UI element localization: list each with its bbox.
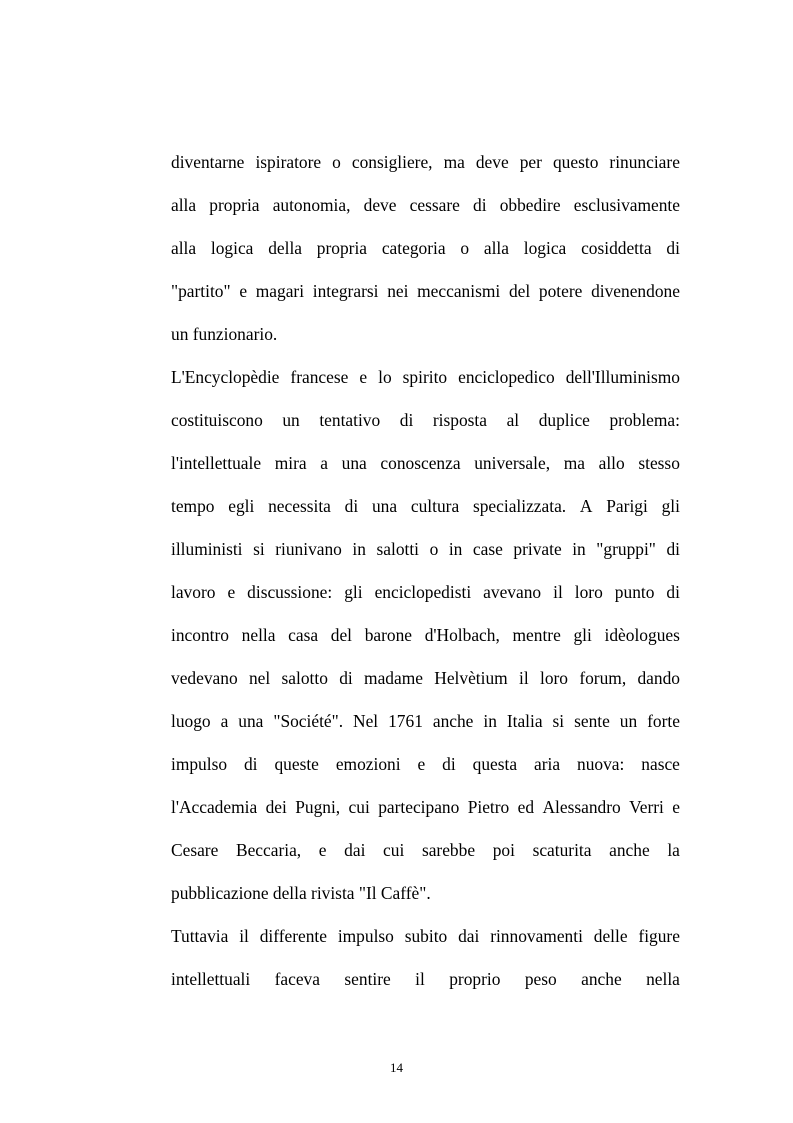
word: conoscenza <box>380 453 461 473</box>
word: anche <box>609 840 650 860</box>
word: delle <box>593 926 628 946</box>
word: lo <box>378 367 392 387</box>
word: L'Encyclopèdie <box>171 367 280 387</box>
word: spirito <box>402 367 448 387</box>
word: in <box>483 711 497 731</box>
word: poi <box>492 840 515 860</box>
word: illuministi <box>171 539 243 559</box>
word: lavoro <box>171 582 216 602</box>
text-line <box>171 915 680 958</box>
word: obbedire <box>499 195 561 215</box>
word: categoria <box>381 238 446 258</box>
word: il <box>519 668 529 688</box>
word: Beccaria, <box>235 840 302 860</box>
word: rinnovamenti <box>490 926 583 946</box>
word: "partito" <box>171 281 231 301</box>
word: stesso <box>638 453 680 473</box>
word: integrarsi <box>312 281 379 301</box>
word: e <box>239 281 248 301</box>
word: meccanismi <box>417 281 501 301</box>
word: partecipano <box>378 797 460 817</box>
word: sente <box>574 711 610 731</box>
text-line <box>171 356 680 399</box>
word: nasce <box>641 754 680 774</box>
word: allo <box>598 453 625 473</box>
text-line <box>171 141 680 184</box>
word: Pugni, <box>295 797 341 817</box>
text-line <box>171 700 680 743</box>
page-body <box>171 141 680 1001</box>
word: costituiscono <box>171 410 263 430</box>
word: il <box>553 582 563 602</box>
word: nei <box>387 281 409 301</box>
word: tentativo <box>319 410 381 430</box>
word: per <box>519 152 542 172</box>
word: differente <box>259 926 327 946</box>
word: avevano <box>483 582 542 602</box>
word: alla <box>171 195 197 215</box>
word: il <box>239 926 249 946</box>
word: anche <box>432 711 474 731</box>
word: alla <box>483 238 509 258</box>
page-number: 14 <box>390 1060 403 1075</box>
word: ispiratore <box>255 152 322 172</box>
word: dell'Illuminismo <box>565 367 680 387</box>
word: enciclopedisti <box>374 582 472 602</box>
text-line <box>171 184 680 227</box>
word: Nel <box>353 711 379 731</box>
word: dai <box>344 840 366 860</box>
word: Tuttavia <box>171 926 229 946</box>
word: e <box>417 754 426 774</box>
word: autonomia, <box>272 195 351 215</box>
paragraph-2 <box>171 356 680 915</box>
word: di <box>666 539 680 559</box>
word: potere <box>538 281 583 301</box>
word: in <box>572 539 586 559</box>
word: di <box>339 668 353 688</box>
word: dando <box>637 668 680 688</box>
word: nella <box>646 969 680 989</box>
word: universale, <box>474 453 551 473</box>
word: propria <box>209 195 260 215</box>
word: si <box>253 539 265 559</box>
word: gli <box>573 625 592 645</box>
text-line <box>171 829 680 872</box>
word: mira <box>274 453 307 473</box>
word: loro <box>539 668 568 688</box>
word: e <box>227 582 236 602</box>
word: di <box>344 496 359 516</box>
text-line <box>171 442 680 485</box>
word: loro <box>574 582 603 602</box>
word: logica <box>523 238 567 258</box>
word: a <box>320 453 328 473</box>
word: madame <box>364 668 423 688</box>
word: di <box>399 410 414 430</box>
word: francese <box>290 367 349 387</box>
word: proprio <box>449 969 501 989</box>
word: A <box>579 496 593 516</box>
word: si <box>552 711 565 731</box>
word: forte <box>647 711 680 731</box>
word: specializzata. <box>472 496 567 516</box>
word: d'Holbach, <box>424 625 500 645</box>
word: problema: <box>609 410 680 430</box>
word: dai <box>458 926 480 946</box>
word: e <box>318 840 327 860</box>
word: al <box>506 410 520 430</box>
word: l'intellettuale <box>171 453 262 473</box>
word: in <box>448 539 463 559</box>
word: un <box>619 711 638 731</box>
word: divenendone <box>591 281 680 301</box>
word: Alessandro <box>542 797 621 817</box>
word: luogo <box>171 711 211 731</box>
word: Pietro <box>467 797 510 817</box>
word: sentire <box>344 969 391 989</box>
text-line <box>171 227 680 270</box>
word: del <box>330 625 353 645</box>
word: sarebbe <box>421 840 476 860</box>
word: un <box>282 410 300 430</box>
word: in <box>352 539 366 559</box>
word: tempo <box>171 496 215 516</box>
word: nel <box>248 668 271 688</box>
word: barone <box>364 625 413 645</box>
word: cui <box>383 840 405 860</box>
word: cosiddetta <box>581 238 652 258</box>
word: rinunciare <box>609 152 680 172</box>
word: impulso <box>171 754 228 774</box>
word: o <box>429 539 439 559</box>
word: di <box>473 195 487 215</box>
word: forum, <box>579 668 627 688</box>
word: incontro <box>171 625 229 645</box>
word: egli <box>228 496 255 516</box>
word: salotti <box>376 539 420 559</box>
word: faceva <box>274 969 320 989</box>
word: una <box>238 711 264 731</box>
word: riunivano <box>275 539 342 559</box>
word: esclusivamente <box>573 195 680 215</box>
word: 1761 <box>388 711 423 731</box>
word: enciclopedico <box>458 367 555 387</box>
text-line <box>171 614 680 657</box>
word: logica <box>210 238 254 258</box>
word: "gruppi" <box>596 539 656 559</box>
word: del <box>508 281 531 301</box>
word: Italia <box>506 711 543 731</box>
word: figure <box>638 926 680 946</box>
word: di <box>442 754 456 774</box>
word: emozioni <box>335 754 401 774</box>
word: case <box>472 539 503 559</box>
text-line: pubblicazione della rivista "Il Caffè". <box>171 883 431 903</box>
word: questa <box>472 754 518 774</box>
word: il <box>415 969 425 989</box>
word: dei <box>265 797 287 817</box>
word: l'Accademia <box>171 797 258 817</box>
word: peso <box>524 969 557 989</box>
word: cui <box>348 797 370 817</box>
paragraph-1 <box>171 141 680 356</box>
word: cultura <box>410 496 460 516</box>
word: "Société". <box>273 711 344 731</box>
word: cessare <box>409 195 460 215</box>
word: ma <box>443 152 465 172</box>
word: casa <box>288 625 319 645</box>
word: propria <box>316 238 368 258</box>
word: alla <box>171 238 197 258</box>
word: consigliere, <box>351 152 433 172</box>
word: di <box>666 238 680 258</box>
text-line <box>171 958 680 1001</box>
word: gli <box>344 582 363 602</box>
word: o <box>332 152 341 172</box>
word: queste <box>274 754 319 774</box>
word: gli <box>661 496 680 516</box>
word: di <box>666 582 680 602</box>
word: salotto <box>281 668 328 688</box>
word: una <box>371 496 398 516</box>
word: mentre <box>512 625 561 645</box>
word: nuova: <box>577 754 625 774</box>
word: magari <box>255 281 305 301</box>
word: e <box>359 367 368 387</box>
word: private <box>513 539 562 559</box>
word: Verri <box>629 797 664 817</box>
word: a <box>220 711 229 731</box>
word: Helvètium <box>434 668 508 688</box>
word: ma <box>563 453 585 473</box>
word: discussione: <box>247 582 333 602</box>
text-line <box>171 743 680 786</box>
word: di <box>243 754 258 774</box>
word: necessita <box>268 496 331 516</box>
word: Cesare <box>171 840 219 860</box>
word: intellettuali <box>171 969 251 989</box>
word: aria <box>534 754 561 774</box>
paragraph-3 <box>171 915 680 1001</box>
word: punto <box>614 582 655 602</box>
text-line <box>171 786 680 829</box>
word: scaturita <box>532 840 592 860</box>
word: della <box>268 238 302 258</box>
word: impulso <box>337 926 394 946</box>
word: idèologues <box>604 625 680 645</box>
word: risposta <box>432 410 487 430</box>
word: vedevano <box>171 668 238 688</box>
word: o <box>460 238 470 258</box>
word: una <box>341 453 367 473</box>
word: deve <box>475 152 509 172</box>
word: Parigi <box>606 496 648 516</box>
word: deve <box>363 195 397 215</box>
word: subito <box>404 926 448 946</box>
text-line <box>171 528 680 571</box>
word: duplice <box>538 410 590 430</box>
word: diventarne <box>171 152 245 172</box>
text-line <box>171 657 680 700</box>
word: ed <box>517 797 535 817</box>
word: questo <box>552 152 599 172</box>
word: anche <box>581 969 622 989</box>
text-line <box>171 485 680 528</box>
word: e <box>672 797 680 817</box>
text-line <box>171 399 680 442</box>
text-line <box>171 270 680 313</box>
word: nella <box>241 625 276 645</box>
word: la <box>667 840 680 860</box>
text-line <box>171 571 680 614</box>
text-line: un funzionario. <box>171 324 278 344</box>
